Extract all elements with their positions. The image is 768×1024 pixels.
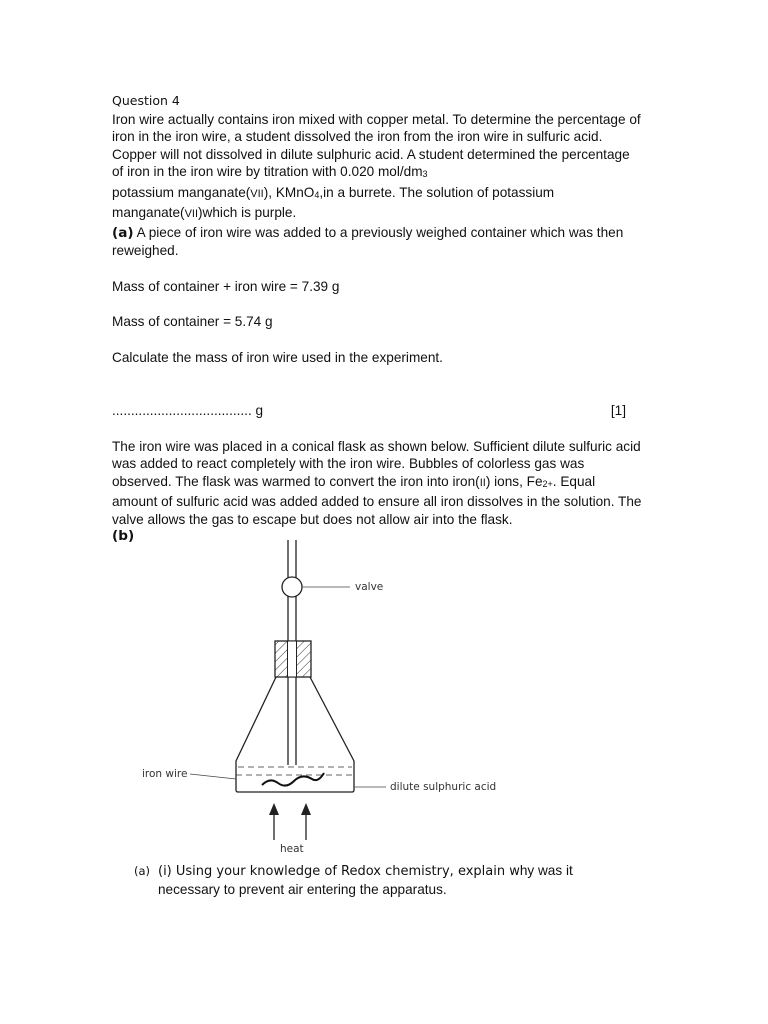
subquestion	[134, 862, 654, 899]
part-a-line-2: reweighed.	[112, 243, 179, 258]
heat-arrow-left-icon	[269, 803, 279, 840]
intro-line-2: iron in the iron wire, a student dissolved the iron from the iron wire in sulfuric acid.	[112, 129, 603, 144]
part-a-text: A piece of iron wire was added to a previously weighed container which was then	[133, 224, 624, 240]
para2-line-3-roman: II	[479, 476, 486, 489]
apparatus-diagram	[130, 535, 530, 865]
kmno4-subscript: 4	[314, 189, 320, 200]
acid-liquid	[236, 767, 354, 775]
flask-base-curve	[237, 761, 352, 791]
part-b-label: (b)	[112, 528, 135, 544]
spacer	[112, 331, 672, 349]
purple-line	[112, 204, 672, 224]
spacer	[112, 260, 672, 278]
para2-line-3	[112, 473, 672, 494]
titration-line	[112, 163, 672, 184]
valve-icon	[282, 577, 302, 597]
heat-arrow-right-icon	[301, 803, 311, 840]
heat-label: heat	[280, 843, 304, 855]
purple-post: )which is purple.	[198, 205, 297, 220]
spacer	[112, 366, 672, 402]
spacer	[112, 420, 672, 438]
question-title: Question 4	[112, 93, 180, 108]
titration-text: of iron in the iron wire by titration with 0.020 mol/dm	[112, 164, 423, 179]
stopper-icon	[275, 641, 311, 677]
para2-line-3-mid: ) ions, Fe	[485, 473, 543, 489]
intro-line-1: Iron wire actually contains iron mixed with copper metal. To determine the percentage of	[112, 111, 641, 127]
valve-label: valve	[355, 581, 384, 593]
subquestion-tag: (a)	[134, 864, 151, 878]
spacer	[112, 295, 672, 313]
iron-wire-label: iron wire	[142, 768, 188, 780]
subquestion-line-1	[134, 862, 654, 881]
marks-label: [1]	[610, 403, 626, 418]
intro-line-3: Copper will not dissolved in dilute sulphuric acid. A student determined the percentage	[112, 146, 630, 162]
subquestion-text-rest: hy was it	[519, 863, 573, 878]
iron-wire-leader-line	[190, 774, 236, 779]
para2-line-4: amount of sulfuric acid was added added to ensure all iron dissolves in the solution. The	[112, 494, 642, 509]
acid-label: dilute sulphuric acid	[390, 781, 497, 793]
kmno4-pre: potassium manganate(	[112, 184, 251, 200]
answer-line	[112, 402, 626, 420]
kmno4-mid: ), KMnO	[263, 184, 315, 200]
question-text	[112, 92, 672, 546]
part-a-instruction: Calculate the mass of iron wire used in the experiment.	[112, 349, 443, 365]
purple-pre: manganate(	[112, 205, 185, 220]
fe-charge: 2+	[542, 478, 553, 489]
subquestion-line-2: necessary to prevent air entering the apparatus.	[158, 882, 447, 897]
mass-total: Mass of container + iron wire = 7.39 g	[112, 278, 340, 294]
purple-roman: VII	[184, 208, 199, 220]
dm3-exponent: 3	[422, 169, 428, 179]
subquestion-text-dv: (i) Using your knowledge of Redox chemistry, explain w	[158, 864, 520, 879]
answer-dots[interactable]: ..................................... g	[112, 403, 264, 418]
part-a-line-1	[112, 224, 672, 243]
para2-line-5: valve allows the gas to escape but does not allow air into the flask.	[112, 511, 513, 527]
para2-line-1: The iron wire was placed in a conical flask as shown below. Sufficient dilute sulfuric acid	[112, 438, 641, 454]
mass-container: Mass of container = 5.74 g	[112, 314, 273, 329]
kmno4-roman: VII	[250, 187, 264, 200]
para2-line-2: was added to react completely with the iron wire. Bubbles of colorless gas was	[112, 456, 585, 471]
part-a-label: (a)	[112, 224, 134, 241]
para2-line-3-post: . Equal	[552, 473, 596, 489]
kmno4-line	[112, 184, 672, 205]
kmno4-post: ,in a burrete. The solution of potassium	[319, 184, 555, 200]
para2-line-3-pre: observed. The flask was warmed to convert the iron into iron(	[112, 473, 480, 489]
